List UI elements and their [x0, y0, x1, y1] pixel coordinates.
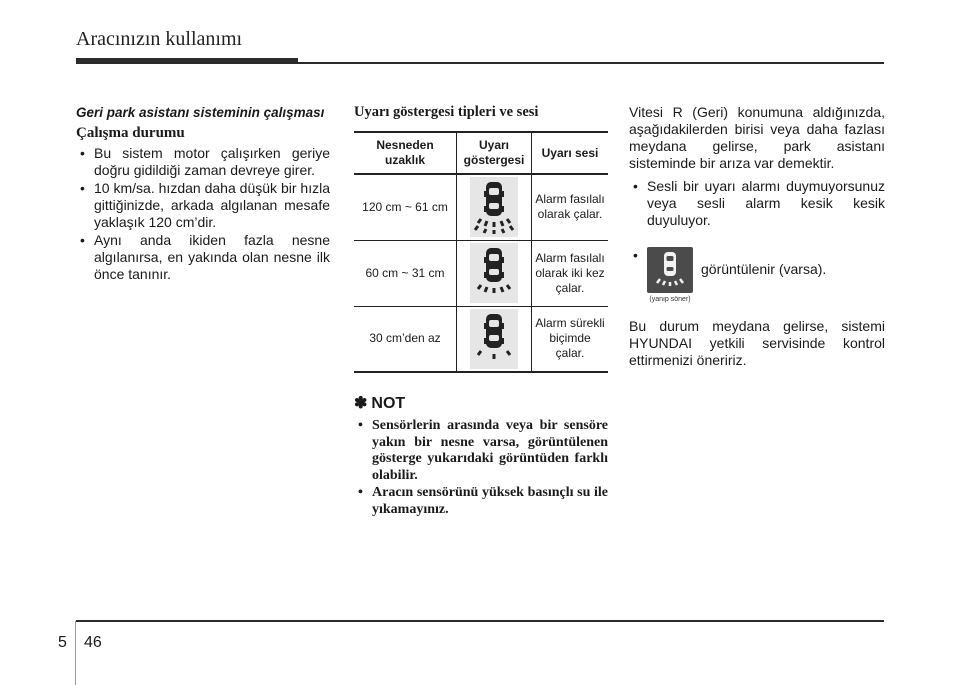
list-item: • Bu sistem motor çalışırken geriye doğru gidildiği zaman devreye girer. [76, 145, 330, 179]
list-item: • Aracın sensörünü yüksek basınçlı su ile yıkamayınız. [354, 485, 608, 518]
bullet-dot: • [633, 247, 638, 263]
note-list [354, 418, 608, 518]
sound-cell: Alarm fasılalı olarak çalar. [532, 174, 609, 240]
table-title: Uyarı göstergesi tipleri ve sesi [354, 104, 539, 120]
icon-caption: (yanıp söner) [649, 296, 691, 303]
column-malfunction [629, 104, 885, 375]
subheading: Çalışma durumu [76, 125, 185, 141]
car-sensor-icon [470, 243, 518, 303]
list-item: • Aynı anda ikiden fazla nesne algılanırsa, en yakında olan nesne ilk önce tanınır. [76, 232, 330, 283]
column-operation [76, 104, 330, 284]
note-star-icon: ✽ [354, 395, 368, 412]
header-indicator: Uyarı göstergesi [457, 132, 532, 174]
section-title: Geri park asistanı sisteminin çalışması [76, 105, 325, 120]
table-row [354, 240, 608, 306]
warning-indicator [647, 247, 693, 304]
list-item: • Sensörlerin arasında veya bir sensöre yakın bir nesne varsa, görüntülenen gösterge yukarıdaki görüntüden farklı olabilir. [354, 418, 608, 484]
malfunction-list [629, 178, 885, 229]
list-item: • 10 km/sa. hızdan daha düşük bir hızla gittiğinizde, arkada algılanan mesafe yaklaşık 120 cm’dir. [76, 180, 330, 231]
icon-description: görüntülenir (varsa). [701, 261, 827, 277]
page-number: 46 [84, 634, 102, 651]
sound-cell: Alarm sürekli biçimde çalar. [532, 306, 609, 372]
footer-divider [75, 621, 76, 685]
header-bar [76, 58, 298, 64]
distance-cell: 120 cm ~ 61 cm [354, 174, 457, 240]
header-rule [298, 62, 884, 64]
column-warning-table [354, 104, 608, 519]
warning-table [354, 131, 608, 373]
intro-paragraph: Vitesi R (Geri) konumuna aldığınızda, aşağıdakilerden birisi veya daha fazlası meydana gelirse, park asistanı sisteminde bir arıza var demektir. [629, 104, 885, 171]
table-row [354, 306, 608, 372]
icon-bullet-row [629, 247, 885, 304]
page-header-title: Aracınızın kullanımı [76, 28, 243, 50]
car-sensor-icon [470, 309, 518, 369]
note-title [354, 395, 608, 412]
operation-list [76, 145, 330, 283]
list-item: • Sesli bir uyarı alarmı duymuyorsunuz veya sesli alarm kesik kesik duyuluyor. [629, 178, 885, 229]
footer-rule [76, 620, 884, 622]
header-distance: Nesneden uzaklık [354, 132, 457, 174]
chapter-number: 5 [58, 634, 67, 651]
distance-cell: 60 cm ~ 31 cm [354, 240, 457, 306]
car-sensor-icon [470, 177, 518, 237]
park-assist-warning-icon [647, 247, 693, 293]
sound-cell: Alarm fasılalı olarak iki kez çalar. [532, 240, 609, 306]
table-row [354, 174, 608, 240]
closing-paragraph: Bu durum meydana gelirse, sistemi HYUNDAI yetkili servisinde kontrol ettirmenizi öneririz. [629, 318, 885, 368]
distance-cell: 30 cm’den az [354, 306, 457, 372]
table-header-row [354, 132, 608, 174]
header-sound: Uyarı sesi [532, 132, 609, 174]
note-title-text: NOT [371, 395, 406, 412]
